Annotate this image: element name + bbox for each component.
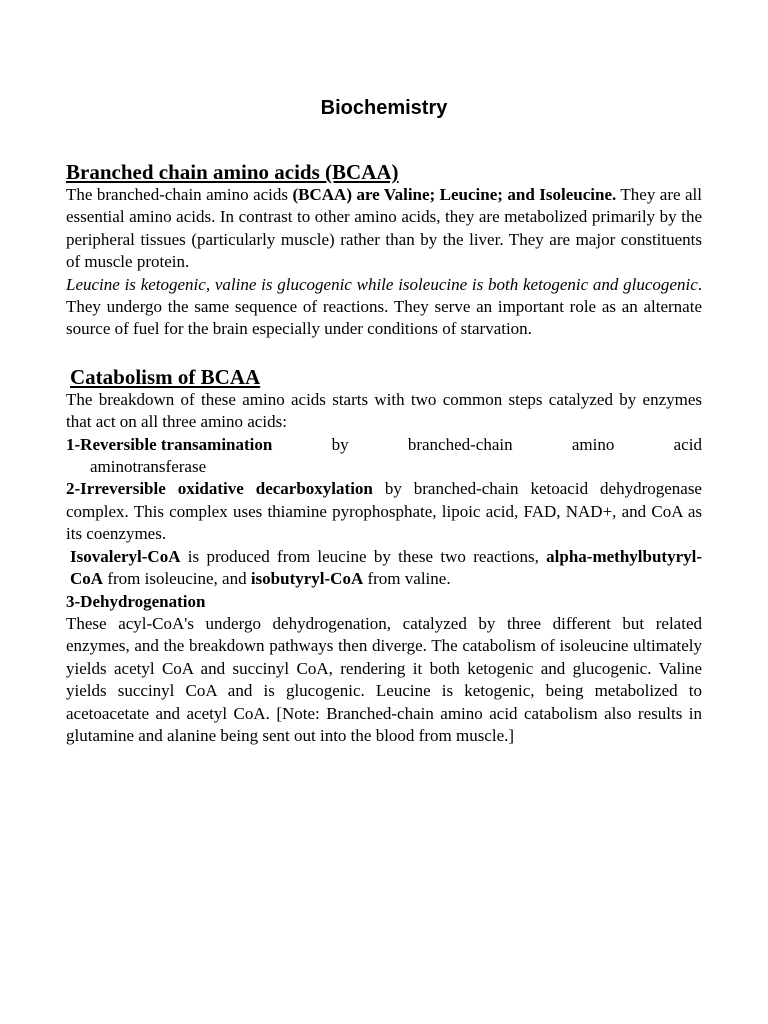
italic-segment: Leucine is ketogenic, valine is glucogenic while isoleucine is both ketogenic and glucogenic	[66, 274, 698, 294]
paragraph-catabolism-intro: The breakdown of these amino acids starts with two common steps catalyzed by enzymes that act on all three amino acids:	[66, 389, 702, 432]
step-2-title: 2-Irreversible oxidative decarboxylation	[66, 479, 373, 499]
text-segment: by branched-chain ketoacid dehydrogenase complex. This complex uses thiamine pyrophosphate, lipoic acid, FAD, NAD+, and CoA as its coenzymes.	[66, 479, 702, 544]
document-page	[66, 92, 702, 747]
text-segment: They are all essential amino acids. In contrast to other amino acids, they are metabolized primarily by the peripheral tissues (particularly muscle) rather than by the liver. They are major constituents of muscle protein.	[66, 185, 703, 272]
step-1-word: by	[331, 434, 349, 454]
section-heading-bcaa: Branched chain amino acids (BCAA)	[66, 160, 399, 184]
text-segment: is produced from leucine by these two reactions,	[180, 546, 547, 566]
step-1-line	[66, 434, 702, 456]
step-1-title: 1-Reversible transamination	[66, 434, 273, 454]
step-1-word: amino	[571, 434, 615, 454]
bold-segment: isobutyryl-CoA	[250, 569, 364, 589]
text-segment: from isoleucine, and	[103, 569, 251, 589]
step-3-paragraph: These acyl-CoA's undergo dehydrogenation, catalyzed by three different but related enzymes, and the breakdown pathways then diverge. The catabolism of isoleucine ultimately yields acetyl CoA and succinyl CoA, rendering it both ketogenic and glucogenic. Valine yields succinyl CoA and is glucogenic. Leucine is ketogenic, being metabolized to acetoacetate and acetyl CoA. [Note: Branched-chain amino acid catabolism also results in glutamine and alanine being sent out into the blood from muscle.]	[66, 613, 702, 745]
page-title: Biochemistry	[320, 97, 448, 119]
step-1-word: acid	[673, 434, 702, 454]
step-1-word: branched-chain	[407, 434, 513, 454]
step-1-continuation: aminotransferase	[90, 457, 207, 477]
text-segment: . They undergo the same sequence of reactions. They serve an important role as an alternate source of fuel for the brain especially under conditions of starvation.	[66, 274, 702, 339]
bold-segment: Isovaleryl-CoA	[70, 546, 181, 566]
section-heading-catabolism: Catabolism of BCAA	[70, 364, 261, 389]
text-segment: from valine.	[363, 569, 451, 589]
step-2-paragraph	[66, 478, 702, 545]
bold-segment: alpha-methylbutyryl-CoA	[70, 546, 702, 589]
bold-segment: (BCAA) are Valine; Leucine; and Isoleucine.	[292, 185, 617, 204]
paragraph-bcaa-intro	[66, 184, 702, 274]
text-segment: The branched-chain amino acids	[66, 185, 293, 204]
step-3-title: 3-Dehydrogenation	[66, 591, 206, 611]
paragraph-bcaa-ketogenic	[66, 274, 702, 341]
products-paragraph	[66, 546, 702, 591]
